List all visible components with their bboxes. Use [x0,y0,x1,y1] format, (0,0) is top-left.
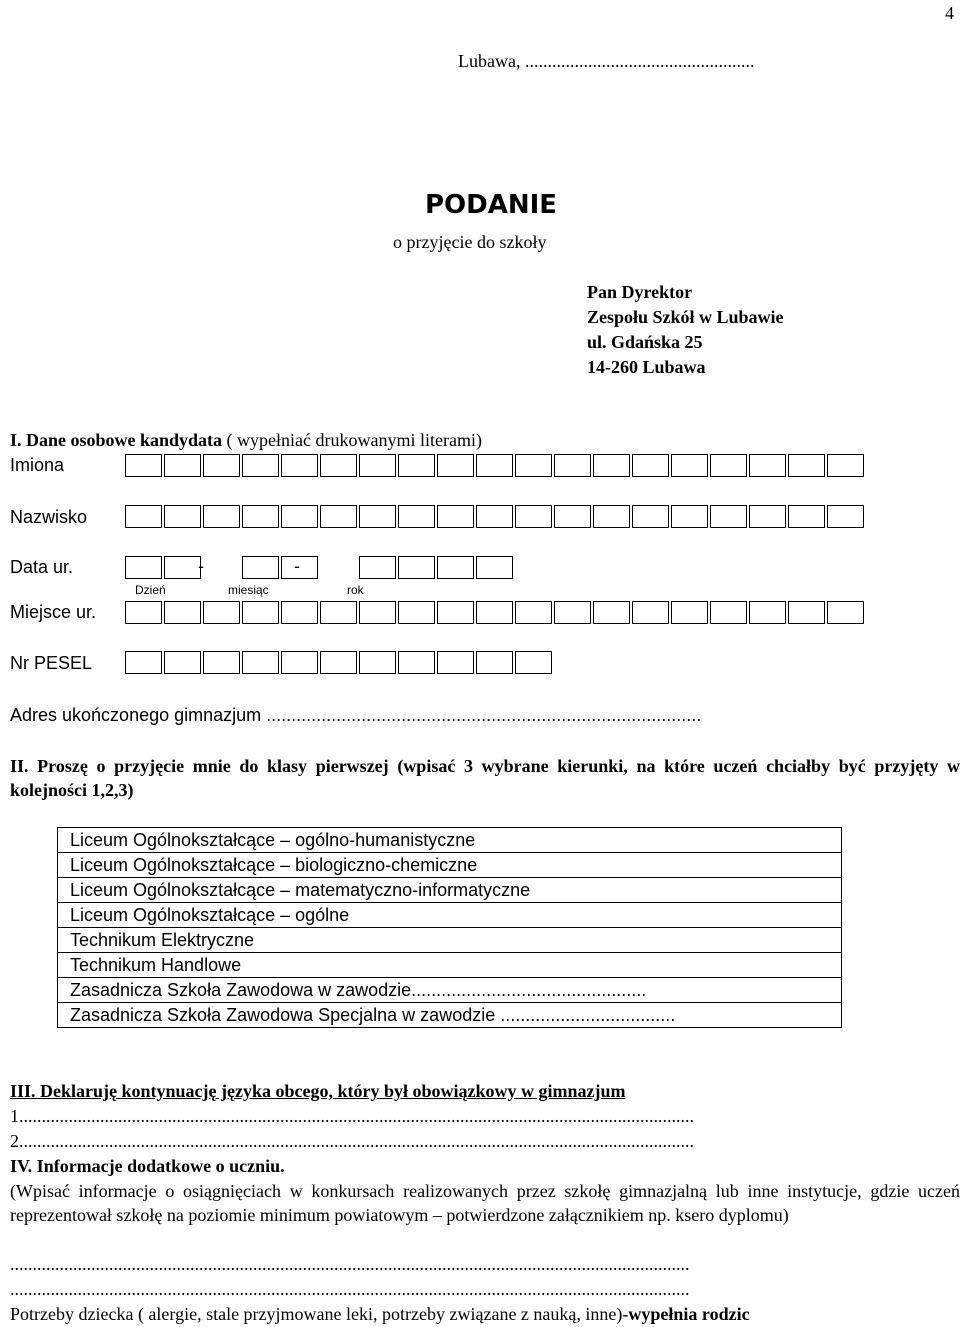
letter-box[interactable] [125,556,162,579]
letter-box[interactable] [437,505,474,528]
letter-box[interactable] [515,454,552,477]
day-caption: Dzień [135,583,166,597]
letter-box[interactable] [593,601,630,624]
letter-box[interactable] [359,651,396,674]
letter-box[interactable] [671,505,708,528]
letter-box[interactable] [164,651,201,674]
first-names-field[interactable] [125,454,866,477]
letter-box[interactable] [827,505,864,528]
choice-row[interactable]: Liceum Ogólnokształcące – biologiczno-chemiczne [58,853,841,878]
letter-box[interactable] [359,454,396,477]
choice-row[interactable]: Technikum Handlowe [58,953,841,978]
month-caption: miesiąc [228,583,269,597]
letter-box[interactable] [242,556,279,579]
letter-box[interactable] [125,601,162,624]
letter-box[interactable] [788,601,825,624]
letter-box[interactable] [710,505,747,528]
letter-box[interactable] [203,601,240,624]
letter-box[interactable] [125,651,162,674]
additional-info-line-1[interactable]: ....................................................................................................................................................... [10,1254,690,1274]
letter-box[interactable] [125,505,162,528]
letter-box[interactable] [359,505,396,528]
choice-row[interactable]: Liceum Ogólnokształcące – matematyczno-informatyczne [58,878,841,903]
letter-box[interactable] [632,601,669,624]
letter-box[interactable] [398,556,435,579]
letter-box[interactable] [515,601,552,624]
letter-box[interactable] [242,651,279,674]
pesel-label: Nr PESEL [10,653,93,673]
letter-box[interactable] [281,601,318,624]
letter-box[interactable] [476,601,513,624]
letter-box[interactable] [203,651,240,674]
letter-box[interactable] [476,651,513,674]
date-dash: - [198,556,204,576]
letter-box[interactable] [437,556,474,579]
letter-box[interactable] [320,505,357,528]
letter-box[interactable] [515,505,552,528]
letter-box[interactable] [320,651,357,674]
addressee-line: Pan Dyrektor [587,282,693,302]
document-title: PODANIE [425,190,558,220]
letter-box[interactable] [554,601,591,624]
date-dash: - [294,556,300,576]
document-subtitle: o przyjęcie do szkoły [393,232,547,252]
place-date-line[interactable]: Lubawa, ................................................... [458,51,755,71]
section-2-heading: II. Proszę o przyjęcie mnie do klasy pierwszej (wpisać 3 wybrane kierunki, na które uczeń chciałby być przyjęty w kolejności 1,2,3) [10,756,960,800]
letter-box[interactable] [671,454,708,477]
letter-box[interactable] [320,601,357,624]
middle-school-address-line[interactable]: Adres ukończonego gimnazjum ....................................................................................... [10,705,702,725]
letter-box[interactable] [398,454,435,477]
addressee-line: Zespołu Szkół w Lubawie [587,307,784,327]
language-line-2[interactable]: 2...................................................................................................................................................... [10,1131,694,1151]
letter-box[interactable] [476,454,513,477]
choice-row[interactable]: Liceum Ogólnokształcące – ogólno-humanistyczne [58,828,841,853]
letter-box[interactable] [164,454,201,477]
letter-box[interactable] [710,601,747,624]
letter-box[interactable] [281,454,318,477]
school-choices-table [57,827,842,1028]
letter-box[interactable] [593,505,630,528]
birth-place-label: Miejsce ur. [10,602,97,622]
letter-box[interactable] [203,556,240,579]
letter-box[interactable] [749,601,786,624]
letter-box[interactable] [164,556,201,579]
letter-box[interactable] [632,454,669,477]
letter-box[interactable] [437,454,474,477]
letter-box[interactable] [398,505,435,528]
letter-box[interactable] [320,556,357,579]
language-line-1[interactable]: 1...................................................................................................................................................... [10,1106,694,1126]
additional-info-line-2[interactable]: ....................................................................................................................................................... [10,1279,690,1299]
letter-box[interactable] [554,505,591,528]
letter-box[interactable] [827,454,864,477]
letter-box[interactable] [359,556,396,579]
letter-box[interactable] [203,505,240,528]
letter-box[interactable] [242,454,279,477]
letter-box[interactable] [437,651,474,674]
letter-box[interactable] [788,454,825,477]
letter-box[interactable] [476,505,513,528]
letter-box[interactable] [164,505,201,528]
letter-box[interactable] [203,454,240,477]
section-4-instructions: (Wpisać informacje o osiągnięciach w konkursach realizowanych przez szkołę gimnazjalną lub inne instytucje, gdzie uczeń reprezentował szkołę na poziomie minimum powiatowym – potwierdzone załącznikiem np. ksero dyplomu) [10,1181,960,1225]
letter-box[interactable] [242,601,279,624]
letter-box[interactable] [788,505,825,528]
pesel-field[interactable] [125,651,554,674]
letter-box[interactable] [671,601,708,624]
letter-box[interactable] [281,651,318,674]
letter-box[interactable] [281,505,318,528]
letter-box[interactable] [476,556,513,579]
choice-row[interactable]: Zasadnicza Szkoła Zawodowa w zawodzie............................................... [58,978,841,1003]
first-names-label: Imiona [10,455,65,475]
letter-box[interactable] [242,505,279,528]
choice-row[interactable]: Liceum Ogólnokształcące – ogólne [58,903,841,928]
surname-field[interactable] [125,505,866,528]
birth-date-field[interactable] [125,556,515,579]
letter-box[interactable] [398,601,435,624]
letter-box[interactable] [164,601,201,624]
letter-box[interactable] [398,651,435,674]
section-1-heading: I. Dane osobowe kandydata ( wypełniać drukowanymi literami) [10,430,482,450]
section-3-heading: III. Deklaruję kontynuację języka obcego, który był obowiązkowy w gimnazjum [10,1081,626,1101]
letter-box[interactable] [320,454,357,477]
letter-box[interactable] [554,454,591,477]
letter-box[interactable] [593,454,630,477]
letter-box[interactable] [437,601,474,624]
year-caption: rok [347,583,364,597]
birth-place-field[interactable] [125,601,866,624]
child-needs-line: Potrzeby dziecka ( alergie, stale przyjmowane leki, potrzeby związane z nauką, inne)-wypełnia rodzic [10,1304,750,1324]
letter-box[interactable] [749,505,786,528]
letter-box[interactable] [125,454,162,477]
surname-label: Nazwisko [10,507,88,527]
letter-box[interactable] [749,454,786,477]
letter-box[interactable] [515,651,552,674]
addressee-line: 14-260 Lubawa [587,357,706,377]
letter-box[interactable] [359,601,396,624]
page-number: 4 [945,3,954,23]
birth-date-label: Data ur. [10,557,74,577]
addressee-line: ul. Gdańska 25 [587,332,703,352]
addressee-block [587,280,784,380]
letter-box[interactable] [632,505,669,528]
letter-box[interactable] [827,601,864,624]
letter-box[interactable] [710,454,747,477]
section-4-heading: IV. Informacje dodatkowe o uczniu. [10,1156,285,1176]
choice-row[interactable]: Zasadnicza Szkoła Zawodowa Specjalna w zawodzie ................................... [58,1003,841,1028]
choice-row[interactable]: Technikum Elektryczne [58,928,841,953]
